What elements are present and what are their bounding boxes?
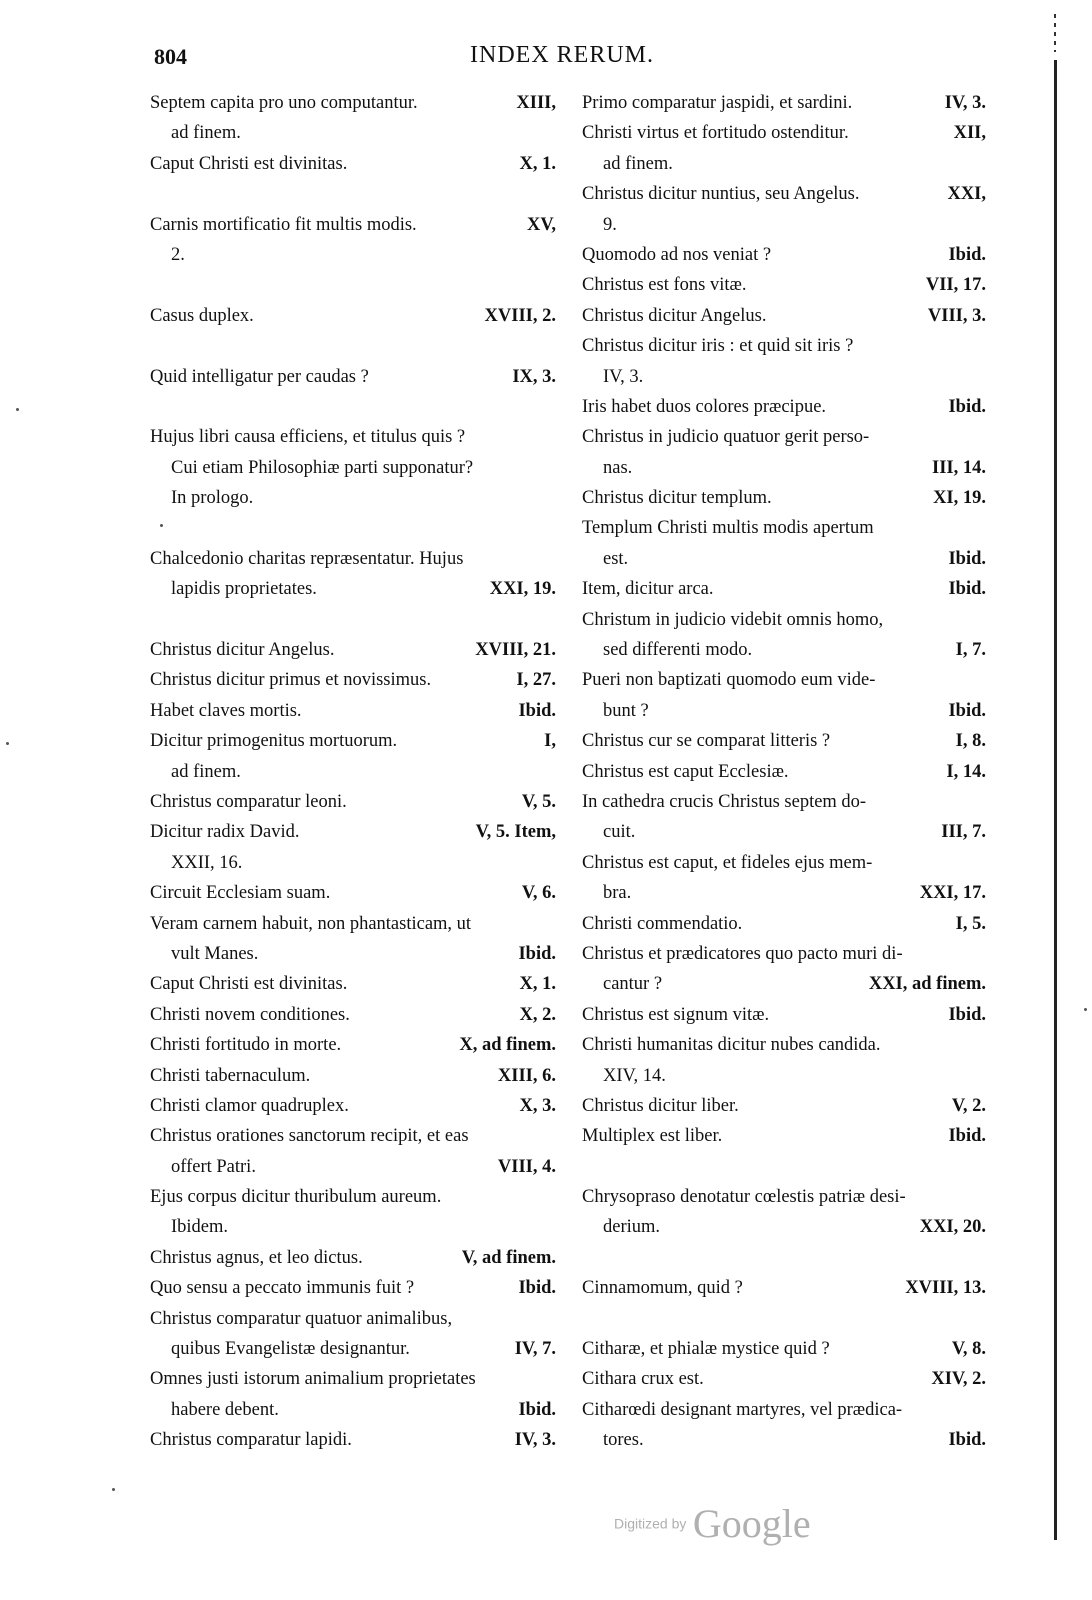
index-entry [150,787,556,817]
entry-reference: Ibid. [942,1000,986,1030]
entry-line [150,301,556,331]
entry-text: sed differenti modo. [603,640,753,661]
entry-continuation [150,118,556,148]
entry-reference: V, 8. [946,1334,986,1364]
entry-line [582,1395,986,1425]
digitized-watermark [614,1500,811,1547]
entry-text: Cithara crux est. [582,1369,704,1390]
entry-text: Chalcedonio charitas repræsentatur. Hujus [150,548,464,569]
entry-text: Christi fortitudo in morte. [150,1035,342,1056]
entry-reference: XVIII, 21. [469,635,556,665]
entry-reference: XXI, 19. [484,574,556,604]
entry-reference: X, 3. [514,1091,557,1121]
entry-line [582,392,986,422]
entry-text: Habet claves mortis. [150,700,302,721]
index-entry [582,1395,986,1456]
index-entry [582,422,986,483]
entry-continuation [582,1212,986,1242]
entry-text: quibus Evangelistæ designantur. [171,1339,410,1360]
entry-text: Christus est caput, et fideles ejus mem- [582,852,873,873]
entry-line [582,574,986,604]
entry-text: Carnis mortificatio fit multis modis. [150,214,417,235]
entry-line [582,1000,986,1030]
entry-reference: XIII, [510,88,556,118]
entry-text: Christus est signum vitæ. [582,1004,770,1025]
index-entry [150,210,556,271]
entry-continuation [150,1334,556,1364]
entry-text: Circuit Ecclesiam suam. [150,883,331,904]
index-entry [582,331,986,392]
entry-reference: X, 2. [514,1000,557,1030]
scan-speck [16,408,19,411]
entry-continuation [150,483,556,513]
index-entry [582,574,986,604]
index-entry [150,635,556,665]
index-entry [150,544,556,605]
entry-text: Christi virtus et fortitudo ostenditur. [582,123,849,144]
scan-speck [6,742,9,745]
entry-text: est. [603,548,629,569]
index-entry [150,1061,556,1091]
entry-text: offert Patri. [171,1156,256,1177]
entry-continuation [582,1061,986,1091]
entry-reference: X, ad finem. [453,1030,556,1060]
entry-continuation [582,878,986,908]
entry-text: Quid intelligatur per caudas ? [150,366,369,387]
entry-text: Dicitur radix David. [150,822,300,843]
entry-reference: XVIII, 2. [479,301,556,331]
entry-line [150,88,556,118]
entry-line [150,1121,556,1151]
entry-text: Christus comparatur quatuor animalibus, [150,1308,453,1329]
entry-line [582,1030,986,1060]
entry-line [150,969,556,999]
index-entry [582,909,986,939]
entry-continuation [582,149,986,179]
entry-line [150,909,556,939]
entry-text: bunt ? [603,700,649,721]
entry-line [582,848,986,878]
entry-reference: V, ad finem. [456,1243,556,1273]
entry-reference: XXI, 17. [914,878,986,908]
entry-reference: V, 2. [946,1091,986,1121]
entry-text: Christus dicitur nuntius, seu Angelus. [582,184,860,205]
entry-line [582,939,986,969]
entry-reference: VIII, 3. [922,301,986,331]
entry-reference: V, 6. [516,878,556,908]
entry-reference: I, 5. [950,909,986,939]
entry-reference: Ibid. [942,574,986,604]
entry-reference: I, 14. [940,757,986,787]
entry-reference: X, 1. [514,969,557,999]
entry-text: bra. [603,883,632,904]
entry-line [150,210,556,240]
index-entry [582,1000,986,1030]
entry-continuation [150,1212,556,1242]
entry-reference: XVIII, 13. [899,1273,986,1303]
index-entry [582,240,986,270]
index-entry [150,1243,556,1273]
index-entry [582,301,986,331]
index-entry [150,1030,556,1060]
entry-text: Christum in judicio videbit omnis homo, [582,609,884,630]
entry-text: Dicitur primogenitus mortuorum. [150,731,398,752]
index-entry [582,88,986,118]
entry-line [582,301,986,331]
entry-text: tores. [603,1430,644,1451]
entry-reference: XXI, 20. [914,1212,986,1242]
entry-text: 9. [603,214,617,235]
entry-line [582,422,986,452]
index-entry [582,1030,986,1091]
entry-text: Christus est fons vitæ. [582,275,747,296]
entry-text: Caput Christi est divinitas. [150,974,348,995]
index-entry [582,179,986,240]
entry-reference: XII, [948,118,986,148]
entry-reference: Ibid. [512,939,556,969]
entry-reference: Ibid. [942,696,986,726]
index-entry [150,362,556,392]
entry-line [582,270,986,300]
entry-line [582,331,986,361]
index-entry [150,696,556,726]
entry-reference: XXI, [941,179,986,209]
entry-text: Christus dicitur iris : et quid sit iris ? [582,336,854,357]
entry-line [582,1364,986,1394]
entry-reference: V, 5. [516,787,556,817]
entry-text: Ejus corpus dicitur thuribulum aureum. [150,1187,442,1208]
index-entry [582,1182,986,1243]
index-entry [150,817,556,878]
entry-reference: IV, 3. [509,1425,556,1455]
digitized-by-text: Digitized by [614,1515,687,1532]
entry-text: Christi novem conditiones. [150,1004,350,1025]
page-number: 804 [154,44,187,69]
index-entry [150,969,556,999]
entry-continuation [150,1152,556,1182]
entry-line [150,1000,556,1030]
entry-text: Quo sensu a peccato immunis fuit ? [150,1278,415,1299]
entry-reference: I, 27. [510,665,556,695]
entry-line [150,149,556,179]
entry-reference: Ibid. [942,392,986,422]
entry-line [582,88,986,118]
index-entry [582,392,986,422]
entry-text: Casus duplex. [150,305,254,326]
entry-text: Christus dicitur Angelus. [150,640,335,661]
entry-reference: XIII, 6. [492,1061,556,1091]
entry-reference: IX, 3. [506,362,556,392]
index-entry [150,301,556,331]
entry-text: Christi clamor quadruplex. [150,1095,349,1116]
entry-continuation [150,1395,556,1425]
entry-text: Omnes justi istorum animalium proprietates [150,1369,476,1390]
index-entry [582,787,986,848]
entry-text: Christus dicitur liber. [582,1095,739,1116]
entry-reference: III, 7. [935,817,986,847]
index-entry [150,1425,556,1455]
entry-line [582,757,986,787]
entry-line [150,635,556,665]
entry-text: Chrysopraso denotatur cœlestis patriæ desi- [582,1187,906,1208]
index-column-left [150,88,556,1456]
entry-text: habere debent. [171,1399,279,1420]
entry-text: Cinnamomum, quid ? [582,1278,743,1299]
entry-continuation [582,453,986,483]
entry-text: Ibidem. [171,1217,229,1238]
entry-line [150,1182,556,1212]
index-entry [150,1000,556,1030]
entry-text: nas. [603,457,633,478]
index-entry [582,726,986,756]
entry-continuation [582,635,986,665]
entry-reference: V, 5. Item, [470,817,556,847]
index-entry [582,270,986,300]
entry-text: Christi commendatio. [582,913,743,934]
entry-continuation [150,939,556,969]
entry-reference: VIII, 4. [492,1152,556,1182]
entry-reference: X, 1. [514,149,557,179]
index-entry [582,118,986,179]
entry-line [582,1182,986,1212]
entry-text: ad finem. [171,123,241,144]
entry-line [150,787,556,817]
entry-line [582,1273,986,1303]
index-entry [150,726,556,787]
entry-text: Septem capita pro uno computantur. [150,93,418,113]
entry-line [582,483,986,513]
entry-line [582,726,986,756]
entry-text: Christus comparatur lapidi. [150,1430,352,1451]
entry-line [150,362,556,392]
entry-text: XIV, 14. [603,1065,666,1086]
entry-text: 2. [171,244,185,265]
index-entry [150,88,556,149]
entry-text: Christus dicitur primus et novissimus. [150,670,432,691]
entry-line [582,1334,986,1364]
entry-continuation [150,757,556,787]
entry-text: vult Manes. [171,943,259,964]
entry-text: lapidis proprietates. [171,579,317,600]
entry-line [582,909,986,939]
entry-continuation [150,848,556,878]
index-entry [150,1273,556,1303]
entry-text: cantur ? [603,974,663,995]
entry-reference: I, 8. [950,726,986,756]
index-entry [150,1364,556,1425]
index-entry [582,513,986,574]
entry-reference: I, 7. [950,635,986,665]
index-entry [582,848,986,909]
index-entry [582,483,986,513]
entry-reference: Ibid. [942,1425,986,1455]
entry-line [150,696,556,726]
entry-text: Caput Christi est divinitas. [150,153,348,174]
entry-line [582,665,986,695]
index-entry [582,1334,986,1364]
entry-reference: VII, 17. [920,270,986,300]
index-entry [582,939,986,1000]
index-entry [582,1273,986,1303]
entry-text: Citharœdi designant martyres, vel prædica- [582,1399,903,1420]
entry-line [150,422,556,452]
entry-line [150,544,556,574]
entry-reference: Ibid. [512,1395,556,1425]
index-entry [150,878,556,908]
entry-continuation [582,544,986,574]
scan-speck [112,1488,115,1491]
entry-text: In cathedra crucis Christus septem do- [582,791,867,812]
index-entry [582,665,986,726]
entry-text: cuit. [603,822,636,843]
entry-text: In prologo. [171,488,254,509]
index-entry [150,1121,556,1182]
entry-text: Christi tabernaculum. [150,1065,311,1086]
entry-text: Citharæ, et phialæ mystice quid ? [582,1339,830,1360]
entry-line [150,1061,556,1091]
entry-text: Primo comparatur jaspidi, et sardini. [582,93,853,113]
margin-rule-dashes [1054,14,1056,52]
entry-text: Veram carnem habuit, non phantasticam, ut [150,913,472,934]
entry-text: ad finem. [603,153,673,174]
entry-continuation [582,1425,986,1455]
entry-reference: Ibid. [942,240,986,270]
entry-text: Christi humanitas dicitur nubes candida. [582,1035,881,1056]
entry-line [150,1425,556,1455]
entry-text: Item, dicitur arca. [582,579,714,600]
entry-continuation [582,696,986,726]
entry-text: Christus dicitur templum. [582,488,772,509]
index-entry [582,605,986,666]
entry-text: Christus et prædicatores quo pacto muri di- [582,943,903,964]
google-logo: Google [692,1501,811,1546]
entry-continuation [582,362,986,392]
entry-text: Multiplex est liber. [582,1126,723,1147]
entry-text: Christus comparatur leoni. [150,791,347,812]
index-entry [150,1304,556,1365]
index-entry [582,1091,986,1121]
entry-line [582,1091,986,1121]
entry-reference: I, [538,726,556,756]
entry-line [150,1030,556,1060]
entry-line [582,240,986,270]
entry-text: derium. [603,1217,661,1238]
entry-line [150,1364,556,1394]
entry-text: Christus dicitur Angelus. [582,305,767,326]
entry-line [150,1304,556,1334]
entry-line [150,726,556,756]
entry-line [582,1121,986,1151]
entry-line [582,787,986,817]
entry-line [582,605,986,635]
entry-text: Christus orationes sanctorum recipit, et eas [150,1126,469,1147]
entry-continuation [150,574,556,604]
entry-line [150,1091,556,1121]
entry-continuation [150,240,556,270]
index-entry [582,1121,986,1151]
entry-text: Cui etiam Philosophiæ parti supponatur? [171,457,474,478]
entry-reference: IV, 7. [509,1334,556,1364]
entry-text: IV, 3. [603,366,644,387]
entry-line [582,118,986,148]
entry-line [582,179,986,209]
entry-line [150,817,556,847]
entry-line [582,513,986,543]
entry-text: Christus cur se comparat litteris ? [582,731,831,752]
entry-reference: XI, 19. [927,483,986,513]
entry-text: Christus est caput Ecclesiæ. [582,761,789,782]
entry-text: Christus in judicio quatuor gerit perso- [582,427,870,448]
entry-reference: Ibid. [512,696,556,726]
entry-text: Pueri non baptizati quomodo eum vide- [582,670,876,691]
entry-reference: Ibid. [942,1121,986,1151]
margin-rule [1054,60,1057,1540]
scan-speck [160,524,163,527]
entry-text: Quomodo ad nos veniat ? [582,244,772,265]
entry-line [150,665,556,695]
entry-reference: XV, [521,210,556,240]
entry-text: Christus agnus, et leo dictus. [150,1247,363,1268]
entry-line [150,878,556,908]
entry-text: ad finem. [171,761,241,782]
scan-speck [1084,1008,1087,1011]
entry-text: Iris habet duos colores præcipue. [582,396,827,417]
entry-reference: Ibid. [512,1273,556,1303]
index-entry [582,1364,986,1394]
entry-reference: III, 14. [926,453,986,483]
entry-continuation [582,817,986,847]
running-title: INDEX RERUM. [470,42,654,68]
entry-continuation [150,453,556,483]
entry-text: XXII, 16. [171,852,243,873]
index-entry [150,909,556,970]
entry-continuation [582,969,986,999]
index-entry [150,422,556,513]
entry-text: Templum Christi multis modis apertum [582,518,874,539]
index-entry [150,149,556,179]
index-entry [150,665,556,695]
entry-reference: IV, 3. [939,88,986,118]
entry-text: Hujus libri causa efficiens, et titulus quis ? [150,427,466,448]
entry-reference: Ibid. [942,544,986,574]
entry-reference: XXI, ad finem. [863,969,986,999]
entry-line [150,1243,556,1273]
index-column-right [582,88,986,1456]
index-entry [150,1091,556,1121]
entry-reference: XIV, 2. [925,1364,986,1394]
index-entry [150,1182,556,1243]
entry-continuation [582,210,986,240]
index-entry [582,757,986,787]
entry-line [150,1273,556,1303]
